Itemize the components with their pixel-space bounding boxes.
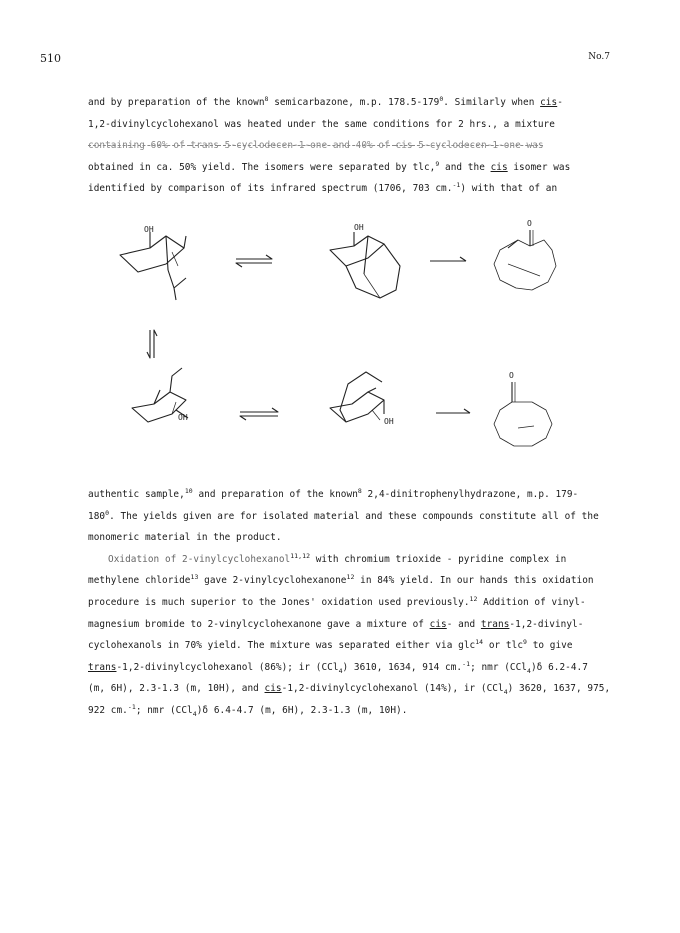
molecule-transition-state-2: [330, 372, 394, 426]
text-line: monomeric material in the product.: [88, 532, 282, 544]
molecule-cis-divinylcyclohexanol: [120, 225, 186, 300]
label-carbonyl-oxygen: O: [527, 219, 532, 228]
reaction-arrow: [430, 257, 466, 261]
issue-number: No.7: [588, 52, 610, 62]
molecule-trans-cyclodecenone: [494, 219, 556, 290]
molecule-trans-divinylcyclohexanol: [132, 368, 188, 422]
page-number: 510: [40, 52, 61, 65]
reaction-arrow: [436, 409, 470, 413]
equilibrium-arrow: [236, 255, 272, 267]
equilibrium-arrow: [240, 408, 278, 420]
paragraph-bottom: [88, 484, 628, 722]
label-hydroxyl: OH: [144, 225, 154, 234]
text-line: magnesium bromide to 2-vinylcyclohexanone gave a mixture of cis- and trans-1,2-divinyl-: [88, 618, 584, 630]
text-line: 922 cm.$^{-1}$; nmr (CCl$_4$)δ 6.4-4.7 (m, 6H), 2.3-1.3 (m, 10H).: [88, 702, 408, 718]
text-line: containing 60% of trans 5-cyclodecen-1-one and 40% of cis 5-cyclodecen-1-one was: [88, 140, 544, 152]
label-carbonyl-oxygen: O: [509, 371, 514, 380]
text-line: authentic sample,$^{10}$ and preparation of the known$^8$ 2,4-dinitrophenylhydrazone, m.p. 179-: [88, 486, 579, 500]
label-hydroxyl: OH: [354, 223, 364, 232]
text-line: identified by comparison of its infrared spectrum (1706, 703 cm.$^{-1}$) with that of an: [88, 181, 558, 195]
molecule-cis-cyclodecenone: [494, 371, 552, 446]
text-line: methylene chloride$^{13}$ gave 2-vinylcyclohexanone$^{12}$ in 84% yield. In our hands this oxidation: [88, 573, 594, 587]
text-line: 1,2-divinylcyclohexanol was heated under the same conditions for 2 hrs., a mixture: [88, 118, 555, 130]
molecule-transition-state-1: [330, 223, 400, 298]
label-hydroxyl: OH: [178, 413, 188, 422]
text-line: trans-1,2-divinylcyclohexanol (86%); ir (CCl$_4$) 3610, 1634, 914 cm.$^{-1}$; nmr (CCl$_4$)δ 6.2-4.7: [88, 659, 588, 675]
vertical-equilibrium-arrow: [147, 330, 157, 358]
text-line: cyclohexanols in 70% yield. The mixture was separated either via glc$^{14}$ or tlc$^9$ to give: [88, 638, 573, 652]
text-line: and by preparation of the known$^8$ semicarbazone, m.p. $178.5-179^0$. Similarly when cis-: [88, 94, 563, 108]
text-line: (m, 6H), 2.3-1.3 (m, 10H), and cis-1,2-divinylcyclohexanol (14%), ir (CCl$_4$) 3620, 1637, 975,: [88, 683, 611, 697]
text-line: obtained in ca. 50% yield. The isomers were separated by tlc,$^9$ and the cis isomer was: [88, 159, 571, 173]
label-hydroxyl: OH: [384, 417, 394, 426]
text-line: Oxidation of 2-vinylcyclohexanol$^{11,12}$ with chromium trioxide - pyridine complex in: [108, 551, 567, 565]
text-line: procedure is much superior to the Jones' oxidation used previously.$^{12}$ Addition of vinyl-: [88, 594, 586, 608]
text-line: $180^0$. The yields given are for isolated material and these compounds constitute all of the: [88, 508, 599, 522]
